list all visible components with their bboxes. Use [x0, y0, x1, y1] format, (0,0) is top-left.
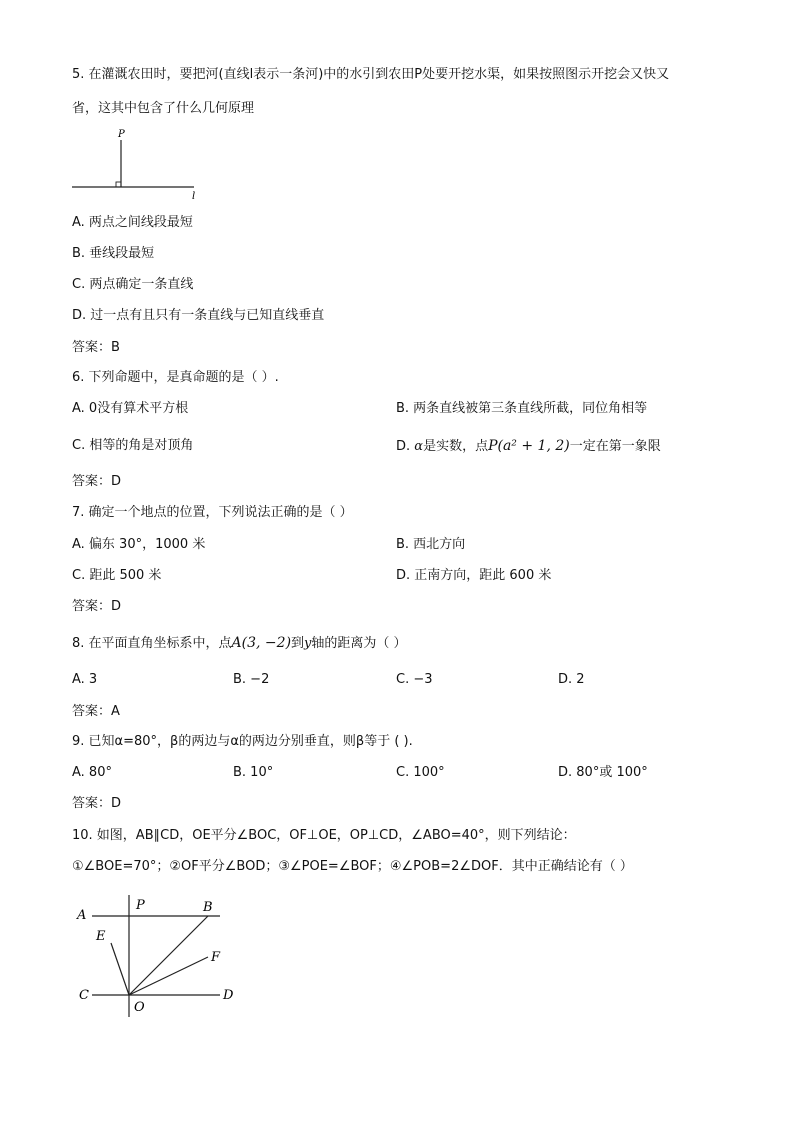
- q5-answer: 答案：B: [72, 340, 120, 355]
- q8-stem-prefix: 8. 在平面直角坐标系中，点: [72, 636, 232, 651]
- q10-label-p: P: [136, 898, 145, 913]
- q5-label-l: l: [192, 191, 196, 202]
- q8-stem-mid: 到: [291, 636, 305, 651]
- q6-option-d-prefix: D.: [396, 439, 415, 454]
- q5-option-c: C. 两点确定一条直线: [72, 277, 194, 292]
- q9-option-b: B. 10°: [233, 765, 274, 780]
- q10-line-of: [129, 957, 208, 995]
- q8-option-a: A. 3: [72, 672, 98, 687]
- q7-stem: 7. 确定一个地点的位置，下列说法正确的是（ ）: [72, 505, 353, 520]
- q6-option-d-mid: 是实数，点: [423, 439, 489, 454]
- q8-stem-axis: y: [304, 636, 312, 651]
- q6-option-b: B. 两条直线被第三条直线所截，同位角相等: [396, 401, 648, 416]
- q5-label-p: P: [118, 129, 125, 140]
- q10-label-d: D: [223, 988, 234, 1003]
- q6-option-d: [396, 437, 661, 456]
- q5-figure: [68, 126, 208, 202]
- q8-option-c: C. −3: [396, 672, 433, 687]
- q8-option-d: D. 2: [558, 672, 585, 687]
- q7-answer: 答案：D: [72, 599, 122, 614]
- q8-stem: [72, 634, 407, 653]
- q10-line-ob: [129, 916, 208, 995]
- q7-option-b: B. 西北方向: [396, 537, 466, 552]
- q10-label-f: F: [211, 950, 221, 965]
- q6-stem: 6. 下列命题中，是真命题的是（ ）.: [72, 370, 279, 385]
- q10-label-o: O: [134, 1000, 145, 1015]
- q10-label-b: B: [203, 900, 213, 915]
- q8-stem-suffix: 轴的距离为（ ）: [311, 636, 407, 651]
- q7-option-a: A. 偏东 30°，1000 米: [72, 537, 206, 552]
- q5-stem-line2: 省，这其中包含了什么几何原理: [72, 101, 255, 116]
- q10-label-a: A: [77, 908, 87, 923]
- q9-option-c: C. 100°: [396, 765, 445, 780]
- q8-option-b: B. −2: [233, 672, 270, 687]
- q6-option-a: A. 0没有算术平方根: [72, 401, 189, 416]
- q5-option-a: A. 两点之间线段最短: [72, 215, 193, 230]
- q6-option-d-suffix: 一定在第一象限: [569, 439, 661, 454]
- q8-answer: 答案：A: [72, 704, 120, 719]
- q5-option-d: D. 过一点有且只有一条直线与已知直线垂直: [72, 308, 325, 323]
- q6-answer: 答案：D: [72, 474, 122, 489]
- q10-stem-line2: ①∠BOE=70°；②OF平分∠BOD；③∠POE=∠BOF；④∠POB=2∠DOF．其中正确结论有（ ）: [72, 859, 633, 874]
- q9-stem: 9. 已知α=80°，β的两边与α的两边分别垂直，则β等于 ( ).: [72, 734, 413, 749]
- q9-answer: 答案：D: [72, 796, 122, 811]
- q8-stem-point: A(3, −2): [231, 635, 292, 651]
- q5-option-b: B. 垂线段最短: [72, 246, 155, 261]
- q10-stem-line1: 10. 如图，AB∥CD，OE平分∠BOC，OF⊥OE，OP⊥CD，∠ABO=40°，则下列结论：: [72, 828, 576, 843]
- q6-option-d-point: P(a² + 1, 2): [488, 438, 570, 454]
- q9-option-d: D. 80°或 100°: [558, 765, 648, 780]
- q10-line-oe: [111, 943, 129, 995]
- q7-option-c: C. 距此 500 米: [72, 568, 162, 583]
- q6-option-c: C. 相等的角是对顶角: [72, 438, 194, 453]
- q10-label-c: C: [79, 988, 89, 1003]
- q10-figure: [70, 890, 245, 1022]
- q7-option-d: D. 正南方向，距此 600 米: [396, 568, 552, 583]
- q5-stem-line1: 5. 在灌溉农田时，要把河(直线l表示一条河)中的水引到农田P处要开挖水渠，如果按照图示开挖会又快又: [72, 67, 670, 82]
- q5-right-angle-mark: [116, 182, 121, 187]
- q6-option-d-alpha: α: [414, 439, 424, 454]
- q10-label-e: E: [96, 929, 106, 944]
- q9-option-a: A. 80°: [72, 765, 112, 780]
